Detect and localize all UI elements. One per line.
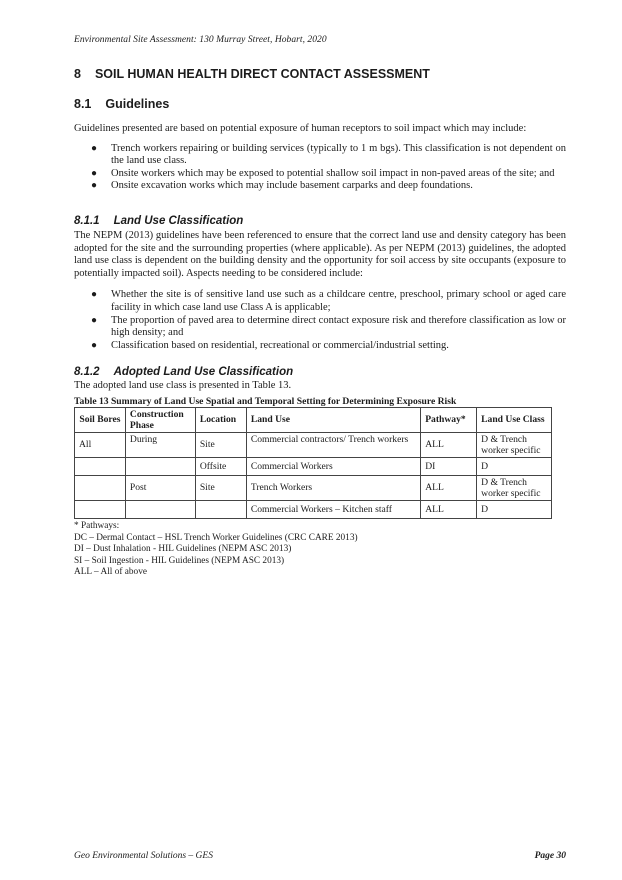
table-cell: D & Trench worker specific (477, 432, 552, 457)
list-item (74, 289, 566, 314)
list-item (74, 315, 566, 340)
col-header-soil-bores: Soil Bores (75, 407, 126, 432)
bullet-text: The proportion of paved area to determine direct contact exposure risk and therefore classification as low or high density; and (111, 314, 566, 339)
table-cell: Trench Workers (246, 475, 420, 500)
bullet-icon: ● (91, 289, 98, 301)
col-header-land-use: Land Use (246, 407, 420, 432)
bullet-icon: ● (91, 167, 98, 179)
table-cell: Commercial contractors/ Trench workers (246, 432, 420, 457)
section-heading (74, 64, 566, 84)
land-use-bullet-list (74, 289, 566, 352)
note-line: SI – Soil Ingestion - HIL Guidelines (NEPM ASC 2013) (74, 555, 285, 566)
col-header-construction-phase: Construction Phase (125, 407, 195, 432)
list-item (74, 143, 566, 168)
table-cell (195, 500, 246, 518)
table-cell: During (125, 432, 195, 457)
note-line: * Pathways: (74, 520, 120, 531)
table-cell (75, 457, 126, 475)
guidelines-title: Guidelines (105, 97, 170, 111)
bullet-text: Whether the site is of sensitive land use such as a childcare centre, preschool, primary school or aged care facility in which case land use Class A is applicable; (111, 289, 566, 313)
table-cell: D (477, 457, 552, 475)
note-line: ALL – All of above (74, 567, 147, 578)
land-use-heading (74, 213, 566, 230)
guidelines-intro: Guidelines presented are based on potential exposure of human receptors to soil impact which may include: (74, 123, 527, 134)
pathway-notes (74, 521, 566, 579)
table-cell (125, 457, 195, 475)
list-item (74, 180, 566, 193)
list-item (74, 168, 566, 181)
table-header-row (75, 407, 552, 432)
table-cell: D & Trench worker specific (477, 475, 552, 500)
bullet-text: Onsite excavation works which may include basement carparks and deep foundations. (111, 180, 473, 192)
document-body (74, 64, 566, 579)
col-header-land-use-class: Land Use Class (477, 407, 552, 432)
bullet-icon: ● (91, 180, 98, 192)
bullet-text: Classification based on residential, recreational or commercial/industrial setting. (111, 339, 449, 351)
table-cell: DI (421, 457, 477, 475)
table-cell: D (477, 500, 552, 518)
page-header: Environmental Site Assessment: 130 Murray Street, Hobart, 2020 (74, 35, 327, 45)
adopted-number: 8.1.2 (74, 365, 100, 378)
bullet-icon: ● (91, 339, 98, 351)
bullet-icon: ● (91, 314, 98, 326)
land-use-paragraph: The NEPM (2013) guidelines have been referenced to ensure that the correct land use and density category has been adopted for the site and the surrounding properties (where applicable). As per NEPM (2013) guidelines, the adopted land use class is dependent on the building density and the opportunity for soil access by site occupants (exposure to potentially impacted soil). Aspects needing to be considered include: (74, 229, 566, 279)
land-use-number: 8.1.1 (74, 215, 100, 228)
table-cell: ALL (421, 500, 477, 518)
adopted-heading (74, 363, 566, 380)
table-cell: Commercial Workers – Kitchen staff (246, 500, 420, 518)
adopted-title: Adopted Land Use Classification (113, 365, 294, 378)
table-cell (75, 475, 126, 500)
section-title: SOIL HUMAN HEALTH DIRECT CONTACT ASSESSMENT (94, 67, 430, 81)
note-line: DI – Dust Inhalation - HIL Guidelines (NEPM ASC 2013) (74, 544, 292, 555)
page-number: Page 30 (534, 851, 566, 861)
bullet-text: Onsite workers which may be exposed to potential shallow soil impact in non-paved areas of the site; and (111, 167, 555, 179)
col-header-location: Location (195, 407, 246, 432)
table-row (75, 432, 552, 457)
adopted-paragraph: The adopted land use class is presented in Table 13. (74, 380, 292, 392)
table-cell (75, 500, 126, 518)
table-cell: Commercial Workers (246, 457, 420, 475)
table-row (75, 500, 552, 518)
bullet-text: Trench workers repairing or building services (typically to 1 m bgs). This classification is not dependent on the land use class. (111, 142, 566, 167)
col-header-pathway: Pathway* (421, 407, 477, 432)
bullet-icon: ● (91, 142, 98, 154)
table-cell: ALL (421, 432, 477, 457)
table-row (75, 475, 552, 500)
section-number: 8 (74, 67, 81, 81)
note-line: DC – Dermal Contact – HSL Trench Worker Guidelines (CRC CARE 2013) (74, 532, 358, 543)
guidelines-heading (74, 94, 566, 114)
table-cell: Site (195, 475, 246, 500)
table-row (75, 457, 552, 475)
table-caption: Table 13 Summary of Land Use Spatial and Temporal Setting for Determining Exposure Risk (74, 395, 457, 407)
table-cell (125, 500, 195, 518)
table-cell: Post (125, 475, 195, 500)
land-use-table (74, 407, 552, 519)
guidelines-number: 8.1 (74, 97, 92, 111)
footer-company: Geo Environmental Solutions – GES (74, 851, 213, 861)
land-use-title: Land Use Classification (113, 215, 244, 228)
table-cell: Offsite (195, 457, 246, 475)
table-cell: Site (195, 432, 246, 457)
table-cell: All (75, 432, 126, 457)
table-cell: ALL (421, 475, 477, 500)
list-item (74, 340, 566, 353)
guidelines-bullet-list (74, 143, 566, 193)
